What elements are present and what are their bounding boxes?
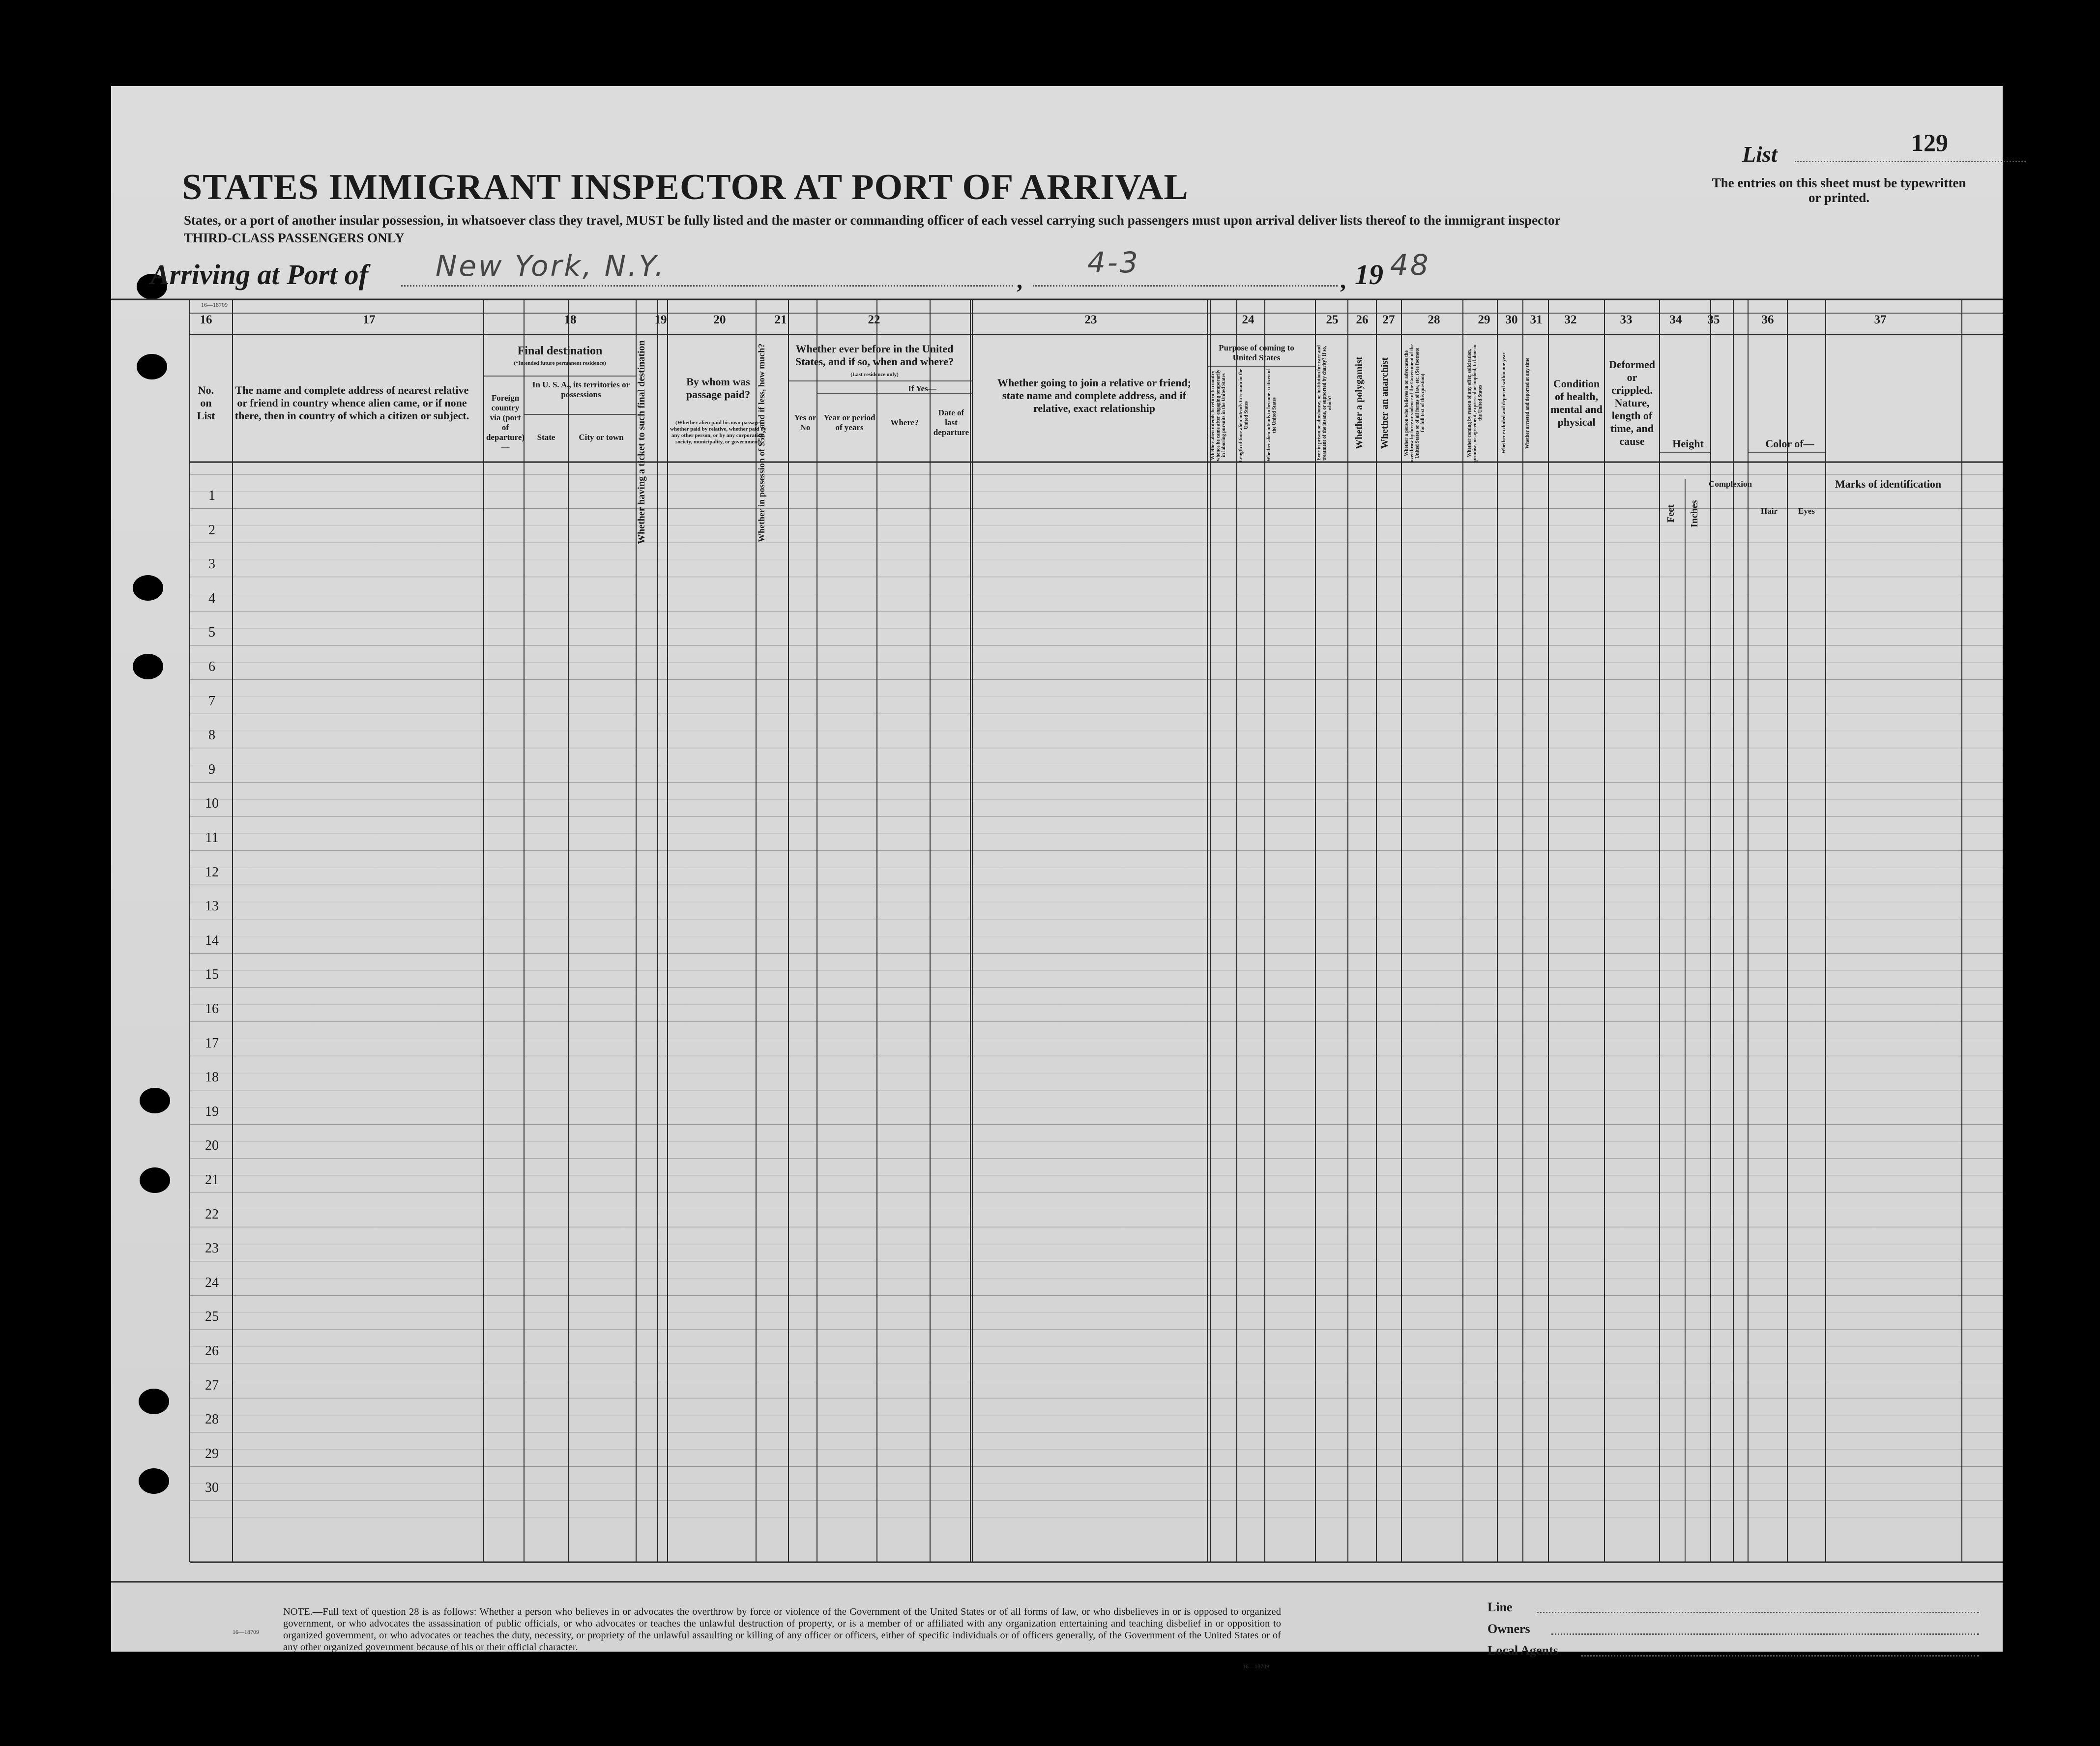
header-health: Condition of health, mental and physical	[1550, 378, 1603, 428]
footer-agents-label: Local Agents	[1488, 1643, 1558, 1658]
header-yes-no: Yes or No	[794, 413, 817, 432]
row-number: 19	[205, 1104, 219, 1119]
header-passage-paid-note: (Whether alien paid his own passage, whether paid by relative, whether paid by any other person, or by any corporation, society, municipality, or government)	[670, 420, 766, 445]
header-arrested-deported: Whether arrested and deported at any time	[1525, 357, 1530, 449]
row-number: 17	[205, 1035, 219, 1051]
row-number: 10	[205, 796, 219, 812]
column-number-34: 34	[1669, 313, 1682, 326]
row-number: 21	[205, 1172, 219, 1188]
row-number: 26	[205, 1343, 219, 1359]
header-marks: Marks of identification	[1835, 478, 1942, 490]
column-number-23: 23	[1084, 313, 1097, 326]
class-line: THIRD-CLASS PASSENGERS ONLY	[184, 231, 405, 245]
header-where: Where?	[890, 418, 919, 427]
header-ever-before-us: Whether ever before in the United States, and if so, when and where?	[795, 343, 954, 368]
header-color-of: Color of—	[1765, 437, 1814, 450]
row-number: 14	[205, 932, 219, 948]
header-question-28: Whether a person who believes in or advocates the overthrow by force or violence of the Government of the United States or of all forms of law, etc. (See footnote for full text of this question)	[1404, 344, 1426, 462]
comma-2: ,	[1340, 267, 1346, 293]
header-excluded-deported: Whether excluded and deported within one year	[1501, 352, 1507, 454]
list-number: 129	[1911, 129, 1948, 156]
header-no-on-list: No. on List	[197, 384, 215, 422]
row-number: 3	[208, 556, 215, 572]
header-date-last-departure: Date of last departure	[933, 408, 969, 437]
header-state: State	[537, 433, 555, 442]
column-number-27: 27	[1382, 313, 1395, 326]
footer-owners-label: Owners	[1488, 1622, 1530, 1636]
header-ticket: Whether having a ticket to such final destination	[636, 340, 647, 544]
header-if-yes: If Yes—	[908, 384, 936, 393]
date-handwritten: 4-3	[1087, 246, 1140, 279]
header-labor-offer: Whether coming by reason of any offer, solicitation, promise, or agreement, expressed or implied, to labor in the United States	[1467, 344, 1483, 462]
row-number: 18	[205, 1070, 219, 1085]
column-number-35: 35	[1707, 313, 1720, 326]
row-number: 16	[205, 1001, 219, 1017]
form-number-top: 16—18709	[201, 301, 228, 308]
header-nearest-relative: The name and complete address of nearest relative or friend in country whence alien came, or if none there, then in country of which a citizen or subject.	[234, 384, 469, 422]
header-complexion: Complexion	[1709, 479, 1752, 489]
column-number-24: 24	[1242, 313, 1254, 326]
header-prison: Ever in prison or almshouse, or institution for care and treatment of the insane, or supported by charity? If so, which?	[1316, 345, 1333, 461]
header-join-relative: Whether going to join a relative or friend; state name and complete address, and if relative, exact relationship	[997, 377, 1192, 414]
footer-agents-dotted	[1581, 1655, 1979, 1657]
column-number-19: 19	[654, 313, 667, 326]
column-number-36: 36	[1761, 313, 1774, 326]
instruction-line: States, or a port of another insular possession, in whatsoever class they travel, MUST be fully listed and the master or commanding officer of each vessel carrying such passengers must upon arrival deliver lists thereof to the immigrant inspector	[184, 213, 1561, 228]
header-anarchist: Whether an anarchist	[1379, 357, 1390, 449]
form-number-bottom: 16—18709	[233, 1629, 259, 1635]
header-passage-paid: By whom was passage paid?	[686, 376, 751, 401]
row-number: 29	[205, 1446, 219, 1461]
row-number: 30	[205, 1480, 219, 1496]
column-number-33: 33	[1620, 313, 1633, 326]
year-prefix: 19	[1355, 259, 1383, 291]
column-number-21: 21	[774, 313, 787, 326]
arriving-label: Arriving at Port of	[150, 259, 369, 291]
footer-line-dotted	[1537, 1612, 1979, 1613]
column-number-20: 20	[713, 313, 726, 326]
header-height: Height	[1672, 437, 1704, 450]
column-number-37: 37	[1874, 313, 1887, 326]
header-purpose: Purpose of coming to United States	[1219, 343, 1294, 362]
column-number-30: 30	[1505, 313, 1518, 326]
header-foreign-country: Foreign country via (port of departure)—	[486, 393, 525, 452]
page-title: STATES IMMIGRANT INSPECTOR AT PORT OF ARRIVAL	[182, 167, 1189, 207]
header-deformed: Deformed or crippled. Nature, length of time, and cause	[1608, 358, 1656, 447]
row-number: 2	[208, 522, 215, 538]
row-number: 6	[208, 659, 215, 674]
header-polygamist: Whether a polygamist	[1354, 356, 1365, 450]
row-number: 4	[208, 590, 215, 606]
header-purpose-return: Whether alien intends to return to country whence he came after engaging temporarily in laboring pursuits in the United States	[1210, 369, 1226, 462]
row-number: 28	[205, 1412, 219, 1427]
form-number-footer: 16—18709	[1243, 1663, 1269, 1670]
column-number-29: 29	[1478, 313, 1490, 326]
row-number: 27	[205, 1377, 219, 1393]
row-number: 11	[205, 830, 219, 845]
row-number: 22	[205, 1206, 219, 1222]
header-possession-50: Whether in possession of $50, and if less, how much?	[757, 343, 766, 543]
header-hair: Hair	[1761, 506, 1778, 516]
header-feet: Feet	[1665, 504, 1676, 523]
column-number-31: 31	[1530, 313, 1543, 326]
column-number-18: 18	[564, 313, 577, 326]
header-in-usa: In U. S. A., its territories or possessions	[532, 380, 630, 399]
row-number: 13	[205, 899, 219, 914]
column-number-22: 22	[868, 313, 880, 326]
header-final-destination-note: (*Intended future permanent residence)	[514, 360, 606, 366]
column-number-17: 17	[363, 313, 376, 326]
header-eyes: Eyes	[1798, 506, 1815, 516]
row-number: 24	[205, 1275, 219, 1290]
port-handwritten: New York, N.Y.	[436, 249, 666, 283]
column-number-32: 32	[1564, 313, 1577, 326]
header-purpose-length: Length of time alien intends to remain in the United States	[1238, 369, 1249, 462]
list-label: List	[1742, 142, 1778, 167]
column-number-28: 28	[1428, 313, 1440, 326]
entries-note: The entries on this sheet must be typewritten or printed.	[1712, 175, 1966, 205]
header-city-town: City or town	[579, 433, 624, 442]
header-purpose-citizen: Whether alien intends to become a citizen of the United States	[1266, 369, 1277, 462]
row-number: 8	[208, 728, 215, 743]
row-number: 20	[205, 1138, 219, 1154]
column-number-26: 26	[1356, 313, 1369, 326]
header-final-destination: Final destination	[517, 345, 603, 357]
manifest-sheet	[111, 86, 2003, 1670]
row-number: 9	[208, 761, 215, 777]
column-number-25: 25	[1326, 313, 1339, 326]
footer-owners-dotted	[1551, 1633, 1979, 1635]
header-period-years: Year or period of years	[823, 413, 875, 432]
row-number: 7	[208, 693, 215, 709]
header-ever-before-note: (Last residence only)	[850, 371, 899, 378]
row-number: 5	[208, 625, 215, 640]
header-inches: Inches	[1689, 500, 1700, 527]
footer-line-label: Line	[1488, 1600, 1513, 1614]
row-number: 23	[205, 1241, 219, 1256]
year-handwritten: 48	[1390, 248, 1430, 282]
row-number: 25	[205, 1309, 219, 1325]
row-number: 15	[205, 967, 219, 983]
row-number: 1	[208, 488, 215, 503]
column-number-16: 16	[200, 313, 212, 326]
footnote-question-28: NOTE.—Full text of question 28 is as follows: Whether a person who believes in or advocates the overthrow by force or violence of the Government of the United States or of all forms of law, or who disbelieves in or is opposed to organized government, or who advocates the assassination of public officials, or who advocates or teaches the unlawful destruction of property, or is a member of or affiliated with any organization entertaining and teaching disbelief in or opposition to organized government, or who advocates or teaches the duty, necessity, or propriety of the unlawful assaulting or killing of any officer or officers, either of specific individuals or of officers generally, of the Government of the United States or of any other organized government because of his or their official character.	[283, 1606, 1281, 1653]
row-number: 12	[205, 864, 219, 880]
comma-1: ,	[1017, 267, 1022, 293]
